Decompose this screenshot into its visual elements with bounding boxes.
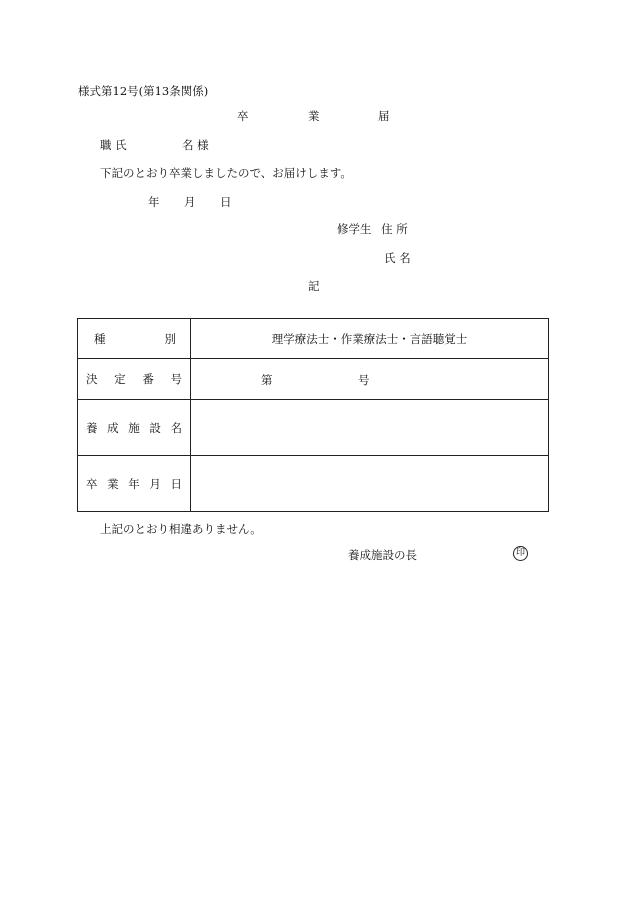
table-row <box>78 359 549 400</box>
label-char: 月 <box>149 476 161 491</box>
label-char: 日 <box>170 476 182 491</box>
label-char: 種 <box>94 331 106 346</box>
label-char: 別 <box>164 331 176 346</box>
intro-text: 下記のとおり卒業しましたので、お届けします。 <box>100 166 352 180</box>
label-char: 施 <box>128 420 140 435</box>
qualification-types: 理学療法士・作業療法士・言語聴覚士 <box>271 331 468 346</box>
table-row <box>78 319 549 359</box>
label-char: 設 <box>149 420 161 435</box>
confirmation-text: 上記のとおり相違ありません。 <box>100 522 262 536</box>
addressee-title: 職 氏 <box>100 138 127 152</box>
applicant-address <box>337 221 408 237</box>
document-title <box>0 108 630 124</box>
applicant-name-label: 氏 名 <box>384 251 411 265</box>
label-char: 成 <box>107 420 119 435</box>
label-char: 業 <box>107 476 119 491</box>
facility-name-field[interactable] <box>191 400 549 456</box>
table-row <box>78 400 549 456</box>
applicant-prefix: 修学生 <box>337 222 372 236</box>
form-number: 様式第12号(第13条関係) <box>78 84 209 98</box>
seal-mark: 印 <box>513 546 528 561</box>
date-month: 月 <box>184 195 196 209</box>
graduation-date-field[interactable] <box>191 456 549 512</box>
title-char: 届 <box>378 109 390 123</box>
label-char: 定 <box>114 372 126 386</box>
row-label <box>78 456 191 512</box>
label-char: 年 <box>128 476 140 491</box>
address-label: 住 所 <box>381 222 408 236</box>
facility-head-label: 養成施設の長 <box>348 548 417 562</box>
date-day: 日 <box>220 195 232 209</box>
decision-number-suffix: 号 <box>358 373 370 387</box>
label-char: 名 <box>170 420 182 435</box>
form-table <box>77 318 549 512</box>
date-year: 年 <box>148 195 160 209</box>
row-value[interactable] <box>191 359 549 400</box>
row-label <box>78 359 191 400</box>
label-char: 養 <box>86 420 98 435</box>
row-value <box>191 319 549 359</box>
decision-number-prefix: 第 <box>261 373 273 387</box>
addressee-honorific: 名 様 <box>182 138 209 152</box>
label-char: 決 <box>86 372 98 386</box>
label-char: 番 <box>142 372 154 386</box>
ki-heading: 記 <box>308 279 320 293</box>
date-line <box>0 194 630 210</box>
addressee <box>0 137 630 153</box>
title-char: 業 <box>308 109 320 123</box>
label-char: 卒 <box>86 476 98 491</box>
row-label <box>78 400 191 456</box>
title-char: 卒 <box>237 109 249 123</box>
table-row <box>78 456 549 512</box>
row-label <box>78 319 191 359</box>
label-char: 号 <box>170 372 182 386</box>
